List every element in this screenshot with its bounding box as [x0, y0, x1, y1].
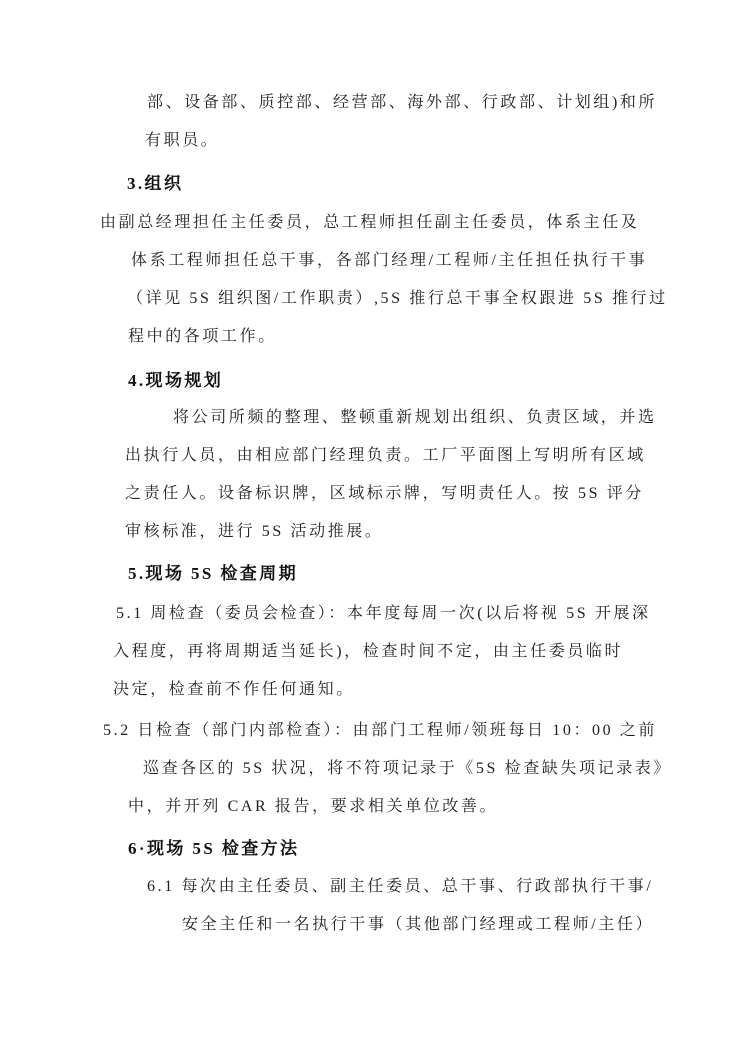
section-heading-organization: 3.组织 — [127, 174, 184, 193]
text-line: 中，并开列 CAR 报告，要求相关单位改善。 — [128, 798, 499, 815]
text-line: 体系工程师担任总干事，各部门经理/工程师/主任担任执行干事 — [131, 252, 648, 269]
text-line: 审核标准，进行 5S 活动推展。 — [125, 523, 384, 540]
section-heading-site-planning: 4.现场规划 — [128, 371, 224, 390]
text-line: 有职员。 — [145, 132, 220, 149]
text-line: 将公司所频的整理、整顿重新规划出组织、负责区域，并选 — [173, 409, 657, 426]
text-line: 部、设备部、质控部、经营部、海外部、行政部、计划组)和所 — [147, 94, 658, 111]
text-line: 安全主任和一名执行干事（其他部门经理或工程师/主任） — [182, 916, 655, 933]
text-line: 5.1 周检查（委员会检查）：本年度每周一次(以后将视 5S 开展深 — [116, 605, 651, 622]
text-line: 出执行人员，由相应部门经理负责。工厂平面图上写明所有区域 — [125, 447, 646, 464]
text-line: 6.1 每次由主任委员、副主任委员、总干事、行政部执行干事/ — [147, 878, 654, 895]
text-line: 由副总经理担任主任委员，总工程师担任副主任委员，体系主任及 — [100, 214, 640, 231]
text-line: 巡查各区的 5S 状况，将不符项记录于《5S 检查缺失项记录表》 — [143, 760, 672, 777]
text-line: 入程度，再将周期适当延长)，检查时间不定，由主任委员临时 — [113, 643, 624, 660]
text-line: 之责任人。设备标识牌，区域标示牌，写明责任人。按 5S 评分 — [125, 485, 644, 502]
text-line: （详见 5S 组织图/工作职责）,5S 推行总干事全权跟进 5S 推行过 — [127, 290, 668, 307]
section-heading-inspection-method: 6·现场 5S 检查方法 — [128, 839, 300, 858]
text-line: 决定，检查前不作任何通知。 — [113, 681, 355, 698]
section-heading-inspection-cycle: 5.现场 5S 检查周期 — [128, 564, 299, 583]
text-line: 程中的各项工作。 — [128, 328, 277, 345]
text-line: 5.2 日检查（部门内部检查）：由部门工程师/领班每日 10：00 之前 — [103, 722, 658, 739]
